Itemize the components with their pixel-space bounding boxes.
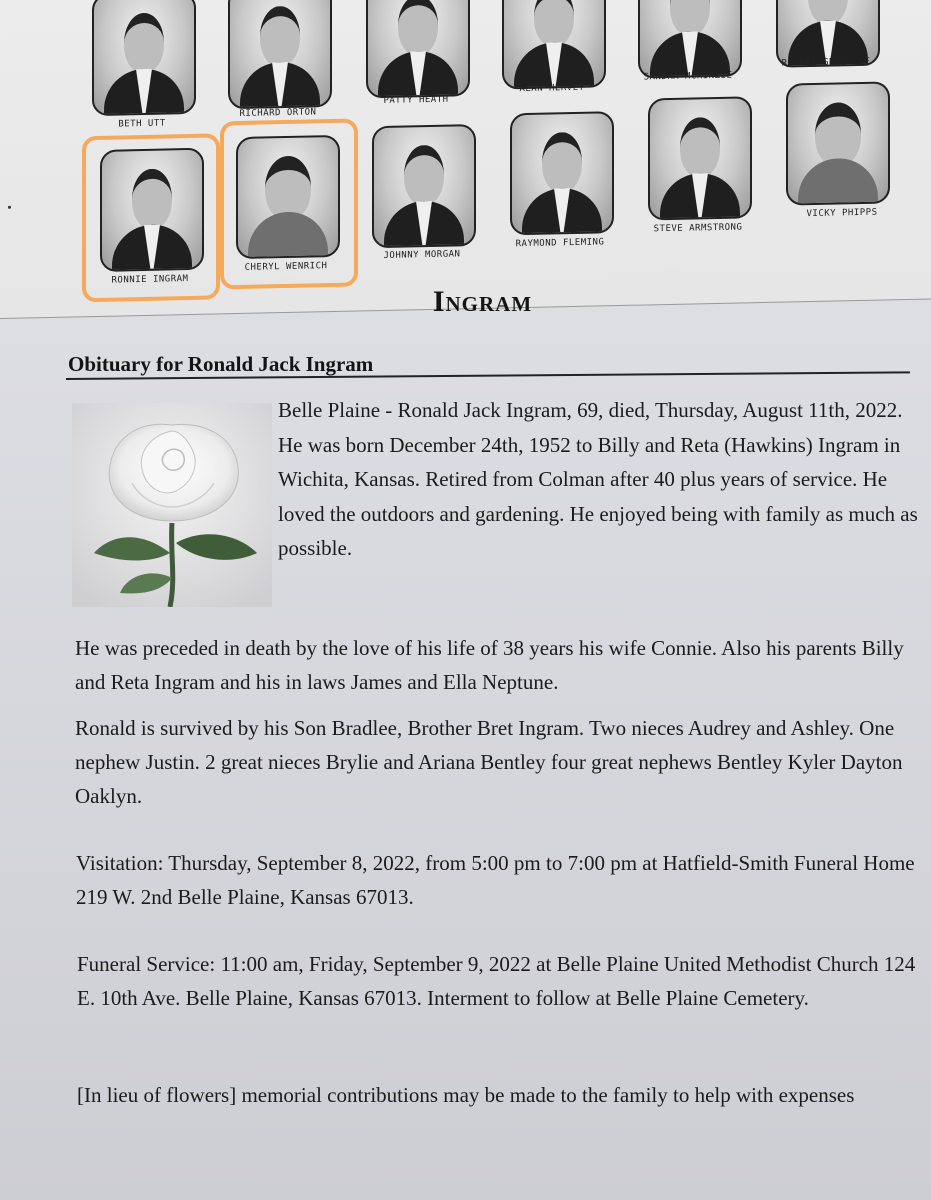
yearbook-photo-10 <box>510 111 614 235</box>
yearbook-caption-8: CHERYL WENRICH <box>244 261 328 273</box>
yearbook-caption-12: VICKY PHIPPS <box>806 207 878 220</box>
obituary-surname: Ingram <box>432 285 533 318</box>
yearbook-photo-5 <box>638 0 742 79</box>
yearbook-photo-1 <box>92 0 196 116</box>
obituary-title: Obituary for Ronald Jack Ingram <box>68 352 374 376</box>
yearbook-caption-5: SANDRA McKINZIE <box>643 70 733 83</box>
highlight-cheryl-wenrich <box>220 119 358 290</box>
highlight-ronnie-ingram <box>82 133 220 302</box>
yearbook-caption-9: JOHNNY MORGAN <box>383 249 461 261</box>
page-mark <box>8 206 11 209</box>
obituary-paragraph-preceded: He was preceded in death by the love of his life of 38 years his wife Connie. Also his parents Billy and Reta Ingram and his in laws James and Ella Neptune. <box>75 636 904 694</box>
yearbook-page <box>0 0 931 319</box>
yearbook-photo-11 <box>648 96 752 220</box>
yearbook-caption-10: RAYMOND FLEMING <box>515 237 605 250</box>
yearbook-caption-7: RONNIE INGRAM <box>111 274 189 286</box>
yearbook-photo-3 <box>366 0 470 98</box>
yearbook-photo-2 <box>228 0 332 109</box>
yearbook-caption-11: STEVE ARMSTRONG <box>653 222 743 235</box>
obituary-paragraph-survived: Ronald is survived by his Son Bradlee, Brother Bret Ingram. Two nieces Audrey and Ashley. One nephew Justin. 2 great nieces Brylie and Ariana Bentley four great nephews Bentley Kyler Dayton Oaklyn. <box>75 716 903 808</box>
obituary-paragraph-visitation: Visitation: Thursday, September 8, 2022, from 5:00 pm to 7:00 pm at Hatfield-Smith Funeral Home 219 W. 2nd Belle Plaine, Kansas 67013. <box>76 851 915 909</box>
yearbook-caption-1: BETH UTT <box>118 118 166 130</box>
yearbook-caption-4: ALAN HERVEY <box>519 82 585 95</box>
rose-image <box>72 403 272 607</box>
yearbook-caption-2: RICHARD ORTON <box>239 107 317 119</box>
yearbook-caption-3: PATTY HEATH <box>383 94 449 106</box>
yearbook-photo-12 <box>786 81 890 205</box>
obituary-paragraph-service: Funeral Service: 11:00 am, Friday, September 9, 2022 at Belle Plaine United Methodist Church 124 E. 10th Ave. Belle Plaine, Kansas 67013. Interment to follow at Belle Plaine Cemetery. <box>77 952 916 1010</box>
obituary-intro: Belle Plaine - Ronald Jack Ingram, 69, died, Thursday, August 11th, 2022. He was born December 24th, 1952 to Billy and Reta (Hawkins) Ingram in Wichita, Kansas. Retired from Colman after 40 plus years of service. He loved the outdoors and gardening. He enjoyed being with family as much as possible. <box>278 398 918 560</box>
obituary-paragraph-memorial: [In lieu of flowers] memorial contributions may be made to the family to help with expenses <box>77 1083 855 1107</box>
yearbook-photo-4 <box>502 0 606 89</box>
yearbook-caption-6: RONNIE GREENLEE <box>781 56 871 69</box>
yearbook-photo-9 <box>372 124 476 248</box>
